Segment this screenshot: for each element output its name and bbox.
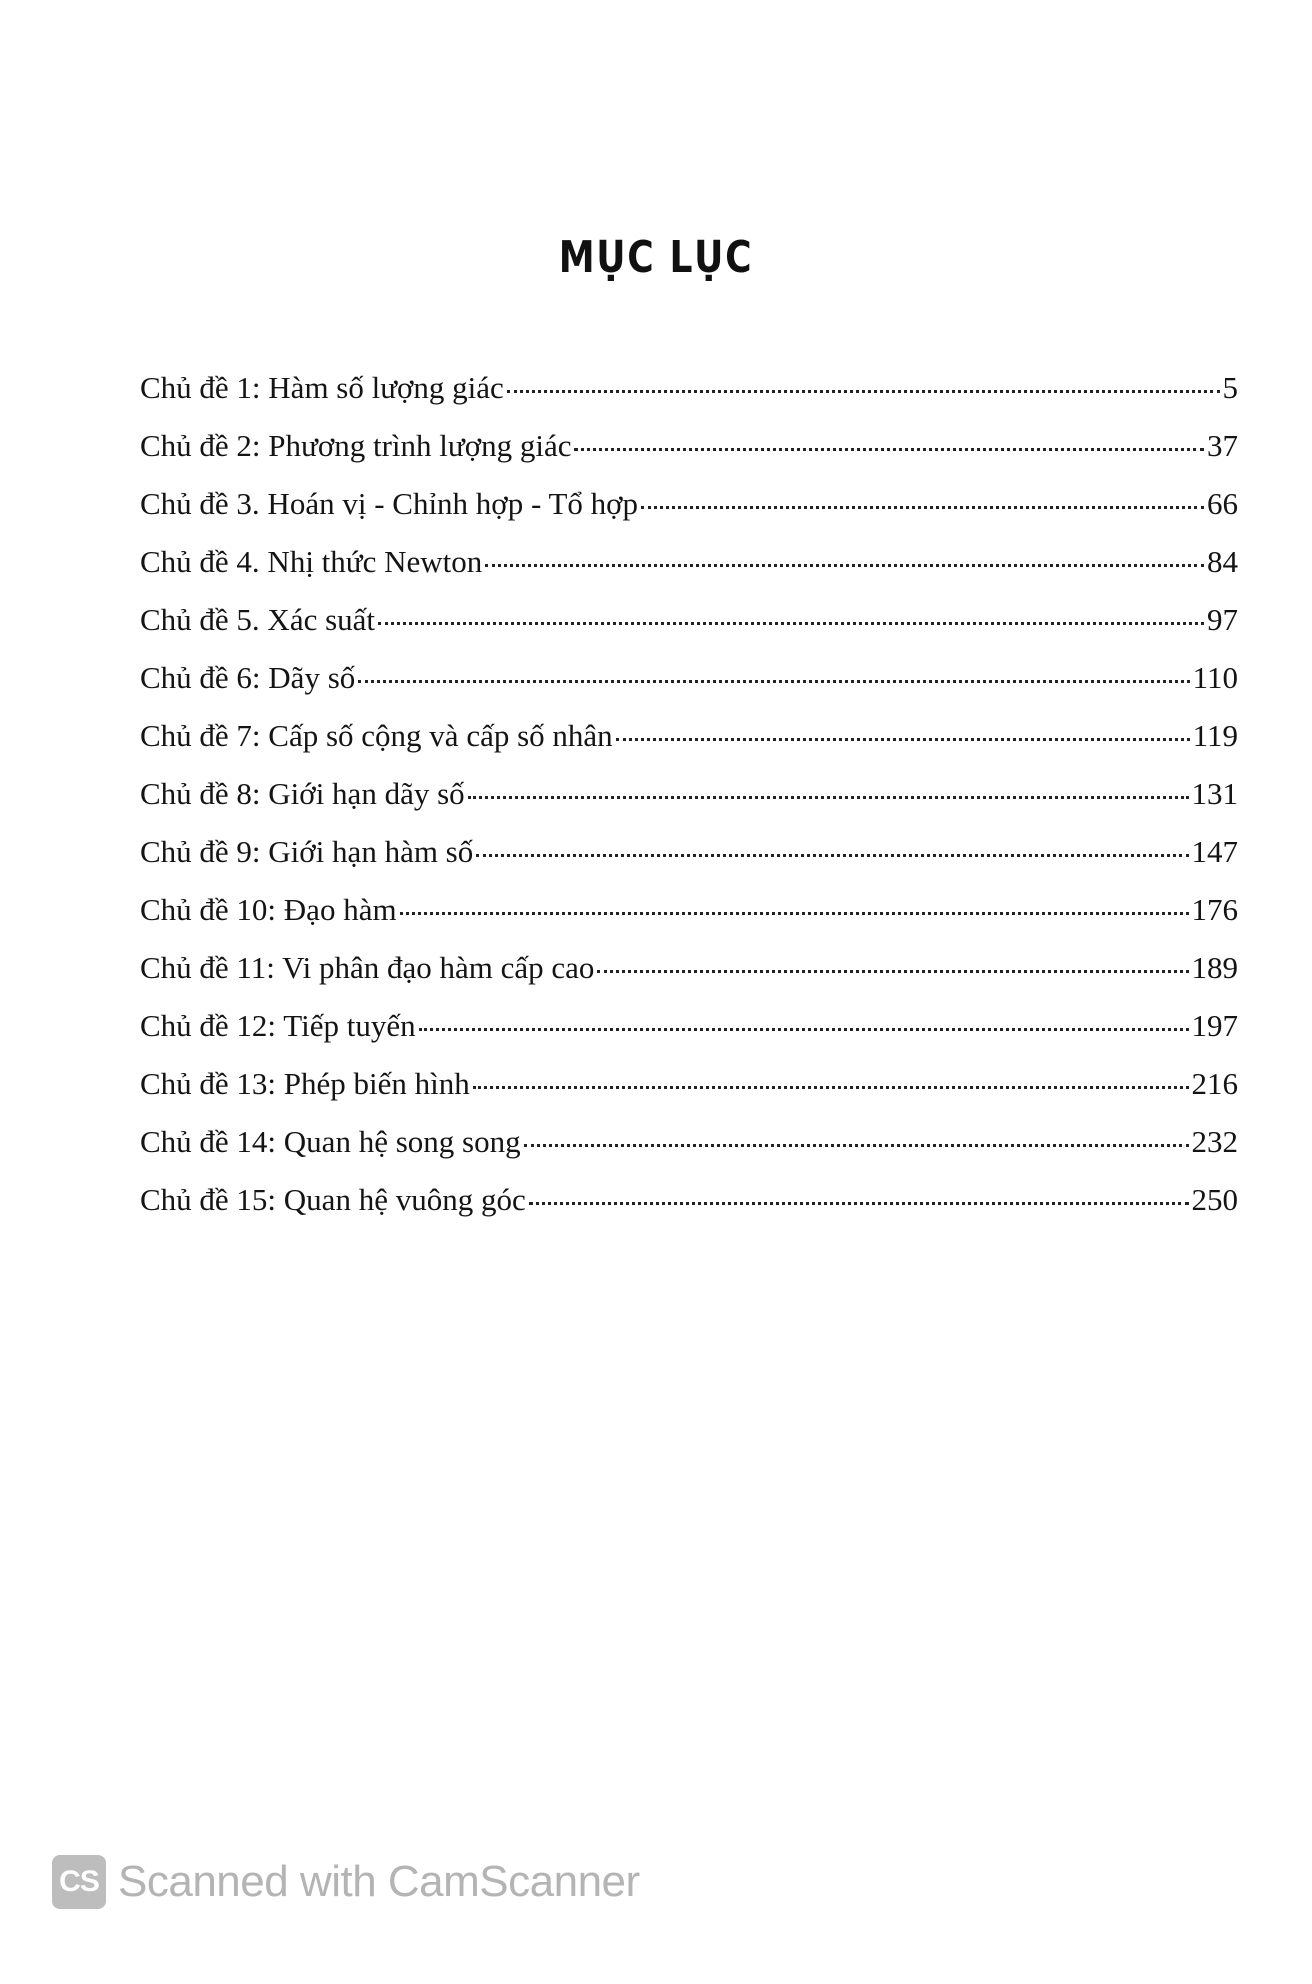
toc-entry-label: Chủ đề 7: Cấp số cộng và cấp số nhân	[140, 718, 613, 753]
dot-leader	[358, 680, 1189, 683]
dot-leader	[485, 564, 1204, 567]
page-title: MỤC LỤC	[558, 232, 754, 283]
dot-leader	[616, 738, 1190, 741]
dot-leader	[574, 448, 1204, 451]
toc-entry-label: Chủ đề 4. Nhị thức Newton	[140, 544, 483, 579]
toc-entry	[140, 428, 1238, 486]
scanner-watermark	[52, 1855, 640, 1909]
toc-entry	[140, 718, 1238, 776]
toc-entry-page: 189	[1191, 950, 1238, 985]
toc-entry-label: Chủ đề 10: Đạo hàm	[140, 892, 397, 927]
dot-leader	[473, 1086, 1189, 1089]
toc-entry-label: Chủ đề 9: Giới hạn hàm số	[140, 834, 474, 869]
dot-leader	[529, 1202, 1189, 1205]
toc-entry-page: 197	[1191, 1008, 1238, 1043]
dot-leader	[641, 506, 1204, 509]
dot-leader	[378, 622, 1204, 625]
toc-entry	[140, 950, 1238, 1008]
dot-leader	[524, 1144, 1189, 1147]
toc-entry-label: Chủ đề 12: Tiếp tuyến	[140, 1008, 416, 1043]
dot-leader	[400, 912, 1189, 915]
toc-entry-label: Chủ đề 15: Quan hệ vuông góc	[140, 1182, 526, 1217]
toc-entry-label: Chủ đề 1: Hàm số lượng giác	[140, 370, 504, 405]
table-of-contents	[140, 370, 1238, 1240]
dot-leader	[507, 390, 1220, 393]
dot-leader	[419, 1028, 1189, 1031]
dot-leader	[476, 854, 1188, 857]
dot-leader	[468, 796, 1189, 799]
toc-entry	[140, 892, 1238, 950]
toc-entry-page: 250	[1191, 1182, 1238, 1217]
toc-entry-page: 131	[1191, 776, 1238, 811]
toc-entry-page: 232	[1191, 1124, 1238, 1159]
toc-entry	[140, 834, 1238, 892]
toc-entry	[140, 1008, 1238, 1066]
toc-entry-page: 37	[1207, 428, 1238, 463]
toc-entry-page: 216	[1191, 1066, 1238, 1101]
toc-entry	[140, 1124, 1238, 1182]
watermark-text: Scanned with CamScanner	[118, 1857, 640, 1906]
dot-leader	[597, 970, 1188, 973]
toc-entry-page: 66	[1207, 486, 1238, 521]
toc-entry-label: Chủ đề 5. Xác suất	[140, 602, 376, 637]
toc-entry-label: Chủ đề 8: Giới hạn dãy số	[140, 776, 465, 811]
toc-entry-page: 147	[1191, 834, 1238, 869]
toc-entry	[140, 602, 1238, 660]
toc-entry	[140, 486, 1238, 544]
toc-entry-label: Chủ đề 11: Vi phân đạo hàm cấp cao	[140, 950, 595, 985]
toc-entry-page: 119	[1192, 718, 1238, 753]
toc-entry-label: Chủ đề 13: Phép biến hình	[140, 1066, 470, 1101]
toc-entry-page: 5	[1222, 370, 1238, 405]
toc-entry-label: Chủ đề 14: Quan hệ song song	[140, 1124, 521, 1159]
toc-entry	[140, 1182, 1238, 1240]
toc-entry	[140, 1066, 1238, 1124]
camscanner-logo-icon: CS	[52, 1855, 106, 1909]
toc-entry	[140, 776, 1238, 834]
toc-entry-page: 97	[1207, 602, 1238, 637]
toc-entry-page: 176	[1191, 892, 1238, 927]
toc-entry	[140, 370, 1238, 428]
toc-entry-label: Chủ đề 2: Phương trình lượng giác	[140, 428, 572, 463]
toc-entry-page: 110	[1192, 660, 1238, 695]
toc-entry	[140, 544, 1238, 602]
toc-entry-label: Chủ đề 6: Dãy số	[140, 660, 356, 695]
toc-entry-label: Chủ đề 3. Hoán vị - Chỉnh hợp - Tổ hợp	[140, 486, 639, 521]
toc-entry-page: 84	[1207, 544, 1238, 579]
toc-entry	[140, 660, 1238, 718]
